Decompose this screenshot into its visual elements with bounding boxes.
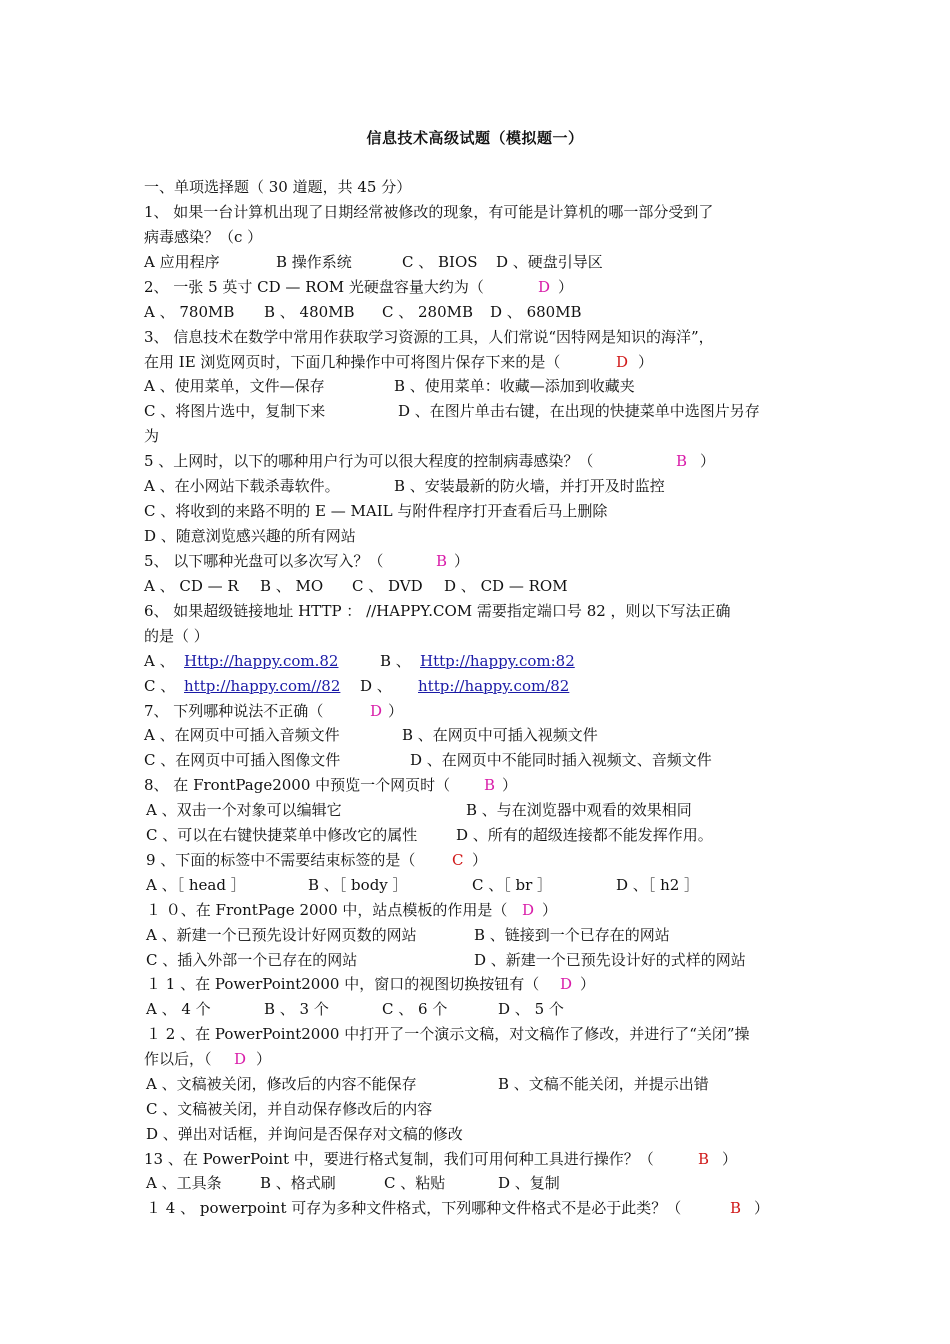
answer-mark: C [452, 851, 464, 869]
text-line [144, 701, 834, 723]
line-text: B 、 3 个 [264, 1000, 329, 1018]
line-text: A 、文稿被关闭，修改后的内容不能保存 [146, 1075, 417, 1093]
text-line [144, 1198, 834, 1220]
line-text: 作以后，（ [144, 1050, 212, 1068]
line-text: B 、与在浏览器中观看的效果相同 [466, 801, 692, 819]
answer-mark: B [698, 1150, 710, 1168]
line-text: B 、格式刷 [260, 1174, 336, 1192]
text-line [144, 526, 834, 548]
line-text: ） [502, 776, 518, 794]
line-text: ） [722, 1150, 738, 1168]
line-text: ） [542, 901, 558, 919]
line-text: B 、文稿不能关闭，并提示出错 [498, 1075, 709, 1093]
line-text: ） [638, 353, 654, 371]
text-line [144, 501, 834, 523]
text-line [144, 900, 834, 922]
line-text: D 、复制 [498, 1174, 560, 1192]
line-text: 一、单项选择题（ 30 道题，共 45 分） [144, 178, 412, 196]
line-text: 5 、上网时，以下的哪种用户行为可以很大程度的控制病毒感染？（ [144, 452, 594, 470]
line-text: D 、随意浏览感兴趣的所有网站 [144, 527, 356, 545]
line-text: C 、在网页中可插入图像文件 [144, 751, 341, 769]
line-text: B 、 [380, 652, 411, 670]
answer-mark: D [522, 901, 535, 919]
line-text: １ ０、在 FrontPage 2000 中，站点模板的作用是（ [146, 901, 508, 919]
line-text: 6、 如果超级链接地址 HTTP ： //HAPPY.COM 需要指定端口号 82 ，则以下写法正确 [144, 602, 731, 620]
text-line [144, 1099, 834, 1121]
line-text: 5、 以下哪种光盘可以多次写入？（ [144, 552, 384, 570]
text-line [144, 925, 834, 947]
line-text: C 、 280MB [382, 303, 474, 321]
text-line [144, 177, 834, 199]
line-text: D 、 680MB [490, 303, 582, 321]
line-text: 2、 一张 5 英寸 CD — ROM 光硬盘容量大约为（ [144, 278, 484, 296]
line-text: 病毒感染？（c ） [144, 228, 263, 246]
line-text: C 、可以在右键快捷菜单中修改它的属性 [146, 826, 418, 844]
line-text: B 、 MO [260, 577, 324, 595]
hyperlink[interactable]: Http://happy.com:82 [420, 652, 575, 670]
line-text: B 、在网页中可插入视频文件 [402, 726, 598, 744]
line-text: C 、［ br ］ [472, 876, 553, 894]
text-line [144, 800, 834, 822]
line-text: ） [256, 1050, 272, 1068]
line-text: A 、使用菜单，文件—保存 [144, 377, 325, 395]
line-text: C 、将收到的来路不明的 E — MAIL 与附件程序打开查看后马上删除 [144, 502, 608, 520]
answer-mark: D [370, 702, 383, 720]
text-line [144, 601, 834, 623]
line-text: D 、在图片单击右键，在出现的快捷菜单中选图片另存 [398, 402, 760, 420]
text-line [144, 327, 834, 349]
answer-mark: D [616, 353, 629, 371]
hyperlink[interactable]: http://happy.com/82 [418, 677, 570, 695]
line-text: 的是（ ） [144, 627, 209, 645]
text-line [144, 576, 834, 598]
line-text: A 应用程序 [144, 253, 220, 271]
line-text: ） [754, 1199, 770, 1217]
line-text: C 、 [144, 677, 176, 695]
text-line [144, 1149, 834, 1171]
line-text: １ 1 、在 PowerPoint2000 中，窗口的视图切换按钮有（ [146, 975, 540, 993]
line-text: ） [472, 851, 488, 869]
line-text: １ 2 、在 PowerPoint2000 中打开了一个演示文稿，对文稿作了修改，并进行了“关闭”操 [146, 1025, 750, 1043]
text-line [144, 1049, 834, 1071]
line-text: C 、 6 个 [382, 1000, 448, 1018]
text-line [144, 651, 834, 673]
line-text: 8、 在 FrontPage2000 中预览一个网页时（ [144, 776, 451, 794]
answer-mark: B [676, 452, 688, 470]
line-text: A 、在网页中可插入音频文件 [144, 726, 340, 744]
line-text: C 、文稿被关闭，并自动保存修改后的内容 [146, 1100, 433, 1118]
line-text: B 、链接到一个已存在的网站 [474, 926, 670, 944]
line-text: １ 4 、 powerpoint 可存为多种文件格式，下列哪种文件格式不是必于此类？（ [146, 1199, 682, 1217]
hyperlink[interactable]: Http://happy.com.82 [184, 652, 339, 670]
text-line [144, 227, 834, 249]
text-line [144, 1173, 834, 1195]
text-line [144, 277, 834, 299]
line-text: C 、粘贴 [384, 1174, 446, 1192]
text-line [144, 850, 834, 872]
line-text: 13 、在 PowerPoint 中，要进行格式复制，我们可用何种工具进行操作？（ [144, 1150, 654, 1168]
line-text: 为 [144, 427, 160, 445]
line-text: C 、将图片选中，复制下来 [144, 402, 326, 420]
line-text: 7、 下列哪种说法不正确（ [144, 702, 324, 720]
line-text: B 、［ body ］ [308, 876, 408, 894]
line-text: A 、［ head ］ [146, 876, 246, 894]
line-text: D 、所有的超级连接都不能发挥作用。 [456, 826, 713, 844]
line-text: D 、［ h2 ］ [616, 876, 700, 894]
text-line [144, 1124, 834, 1146]
text-line [144, 775, 834, 797]
line-text: 在用 IE 浏览网页时，下面几种操作中可将图片保存下来的是（ [144, 353, 561, 371]
line-text: A 、新建一个已预先设计好网页数的网站 [146, 926, 417, 944]
text-line [144, 825, 834, 847]
line-text: D 、在网页中不能同时插入视频文、音频文件 [410, 751, 712, 769]
text-line [144, 451, 834, 473]
line-text: C 、 DVD [352, 577, 423, 595]
text-line [144, 252, 834, 274]
text-line [144, 999, 834, 1021]
text-line [144, 725, 834, 747]
answer-mark: B [436, 552, 448, 570]
line-text: B 操作系统 [276, 253, 352, 271]
text-line [144, 950, 834, 972]
line-text: C 、 BIOS [402, 253, 478, 271]
line-text: ） [558, 278, 574, 296]
text-line [144, 1024, 834, 1046]
line-text: D 、 5 个 [498, 1000, 564, 1018]
line-text: 1、 如果一台计算机出现了日期经常被修改的现象，有可能是计算机的哪一部分受到了 [144, 203, 714, 221]
answer-mark: D [234, 1050, 247, 1068]
answer-mark: B [484, 776, 496, 794]
text-line [144, 426, 834, 448]
text-line [144, 875, 834, 897]
text-line [144, 676, 834, 698]
line-text: B 、安装最新的防火墙，并打开及时监控 [394, 477, 665, 495]
text-line [144, 1074, 834, 1096]
text-line [144, 202, 834, 224]
text-line [144, 302, 834, 324]
line-text: A 、 780MB [144, 303, 235, 321]
line-text: C 、插入外部一个已存在的网站 [146, 951, 358, 969]
line-text: 9 、下面的标签中不需要结束标签的是（ [146, 851, 416, 869]
line-text: D 、弹出对话框，并询问是否保存对文稿的修改 [146, 1125, 463, 1143]
page-title: 信息技术高级试题（模拟题一） [366, 129, 584, 147]
line-text: B 、使用菜单：收藏—添加到收藏夹 [394, 377, 635, 395]
line-text: D 、 CD — ROM [444, 577, 568, 595]
line-text: A 、在小网站下载杀毒软件。 [144, 477, 340, 495]
line-text: A 、双击一个对象可以编辑它 [146, 801, 342, 819]
text-line [144, 476, 834, 498]
text-line [144, 626, 834, 648]
text-line [144, 974, 834, 996]
text-line [144, 401, 834, 423]
line-text: D 、新建一个已预先设计好的式样的网站 [474, 951, 746, 969]
line-text: ） [580, 975, 596, 993]
answer-mark: D [538, 278, 551, 296]
line-text: ） [454, 552, 470, 570]
line-text: D 、 [360, 677, 392, 695]
line-text: ） [700, 452, 716, 470]
line-text: A 、 CD — R [144, 577, 239, 595]
text-line [144, 376, 834, 398]
line-text: A 、 4 个 [146, 1000, 211, 1018]
text-line [144, 352, 834, 374]
hyperlink[interactable]: http://happy.com//82 [184, 677, 341, 695]
line-text: 3、 信息技术在数学中常用作获取学习资源的工具，人们常说“因特网是知识的海洋”， [144, 328, 714, 346]
line-text: B 、 480MB [264, 303, 355, 321]
line-text: A 、工具条 [146, 1174, 222, 1192]
line-text: ） [388, 702, 404, 720]
line-text: A 、 [144, 652, 175, 670]
answer-mark: D [560, 975, 573, 993]
text-line [144, 551, 834, 573]
line-text: D 、硬盘引导区 [496, 253, 603, 271]
text-line [144, 750, 834, 772]
answer-mark: B [730, 1199, 742, 1217]
